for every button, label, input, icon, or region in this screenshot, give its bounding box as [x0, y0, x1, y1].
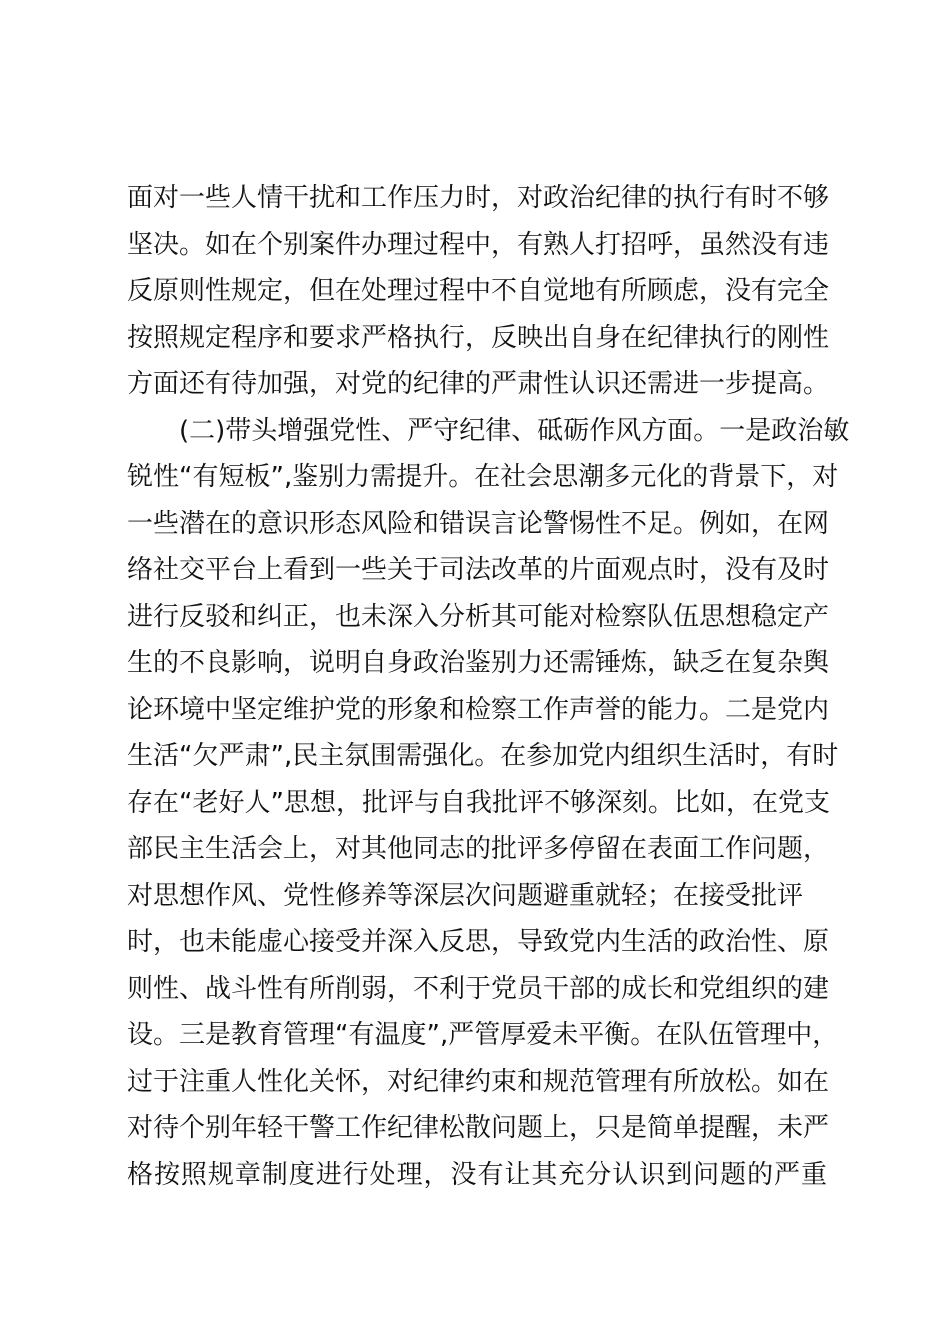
section-heading-line: (二)带头增强党性、严守纪律、砥砺作风方面。一是政治敏 [179, 415, 850, 446]
text-line: 设。三是教育管理“有温度”,严管厚爱未平衡。在队伍管理中， [127, 1020, 839, 1050]
text-line: 过于注重人性化关怀，对纪律约束和规范管理有所放松。如在 [127, 1066, 830, 1097]
text-line: 方面还有待加强，对党的纪律的严肃性认识还需进一步提高。 [127, 369, 830, 399]
text-line: 部民主生活会上，对其他同志的批评多停留在表面工作问题， [127, 834, 830, 864]
text-line: 格按照规章制度进行处理，没有让其充分认识到问题的严重 [127, 1159, 827, 1190]
text-line: 对待个别年轻干警工作纪律松散问题上，只是简单提醒，未严 [127, 1113, 830, 1143]
text-line: 坚决。如在个别案件办理过程中，有熟人打招呼，虽然没有违 [127, 229, 830, 260]
text-line: 生活“欠严肃”,民主氛围需强化。在参加党内组织生活时，有时 [127, 741, 839, 771]
text-line: 络社交平台上看到一些关于司法改革的片面观点时，没有及时 [127, 555, 830, 585]
text-line: 反原则性规定，但在处理过程中不自觉地有所顾虑，没有完全 [127, 276, 830, 306]
text-line: 存在“老好人”思想，批评与自我批评不够深刻。比如，在党支 [127, 787, 830, 818]
text-line: 对思想作风、党性修养等深层次问题避重就轻；在接受批评 [127, 880, 804, 911]
text-line: 则性、战斗性有所削弱，不利于党员干部的成长和党组织的建 [127, 973, 830, 1004]
text-line: 生的不良影响，说明自身政治鉴别力还需锤炼，缺乏在复杂舆 [127, 648, 830, 678]
text-line: 进行反驳和纠正，也未深入分析其可能对检察队伍思想稳定产 [127, 601, 830, 632]
text-line: 锐性“有短板”,鉴别力需提升。在社会思潮多元化的背景下，对 [127, 462, 839, 492]
body-text [127, 175, 850, 1198]
text-line: 论环境中坚定维护党的形象和检察工作声誉的能力。二是党内 [127, 694, 830, 725]
text-line: 一些潜在的意识形态风险和错误言论警惕性不足。例如，在网 [127, 508, 830, 539]
text-line: 按照规定程序和要求严格执行，反映出自身在纪律执行的刚性 [127, 322, 830, 353]
text-line: 面对一些人情干扰和工作压力时，对政治纪律的执行有时不够 [127, 183, 830, 213]
text-line: 时，也未能虚心接受并深入反思，导致党内生活的政治性、原 [127, 927, 830, 957]
